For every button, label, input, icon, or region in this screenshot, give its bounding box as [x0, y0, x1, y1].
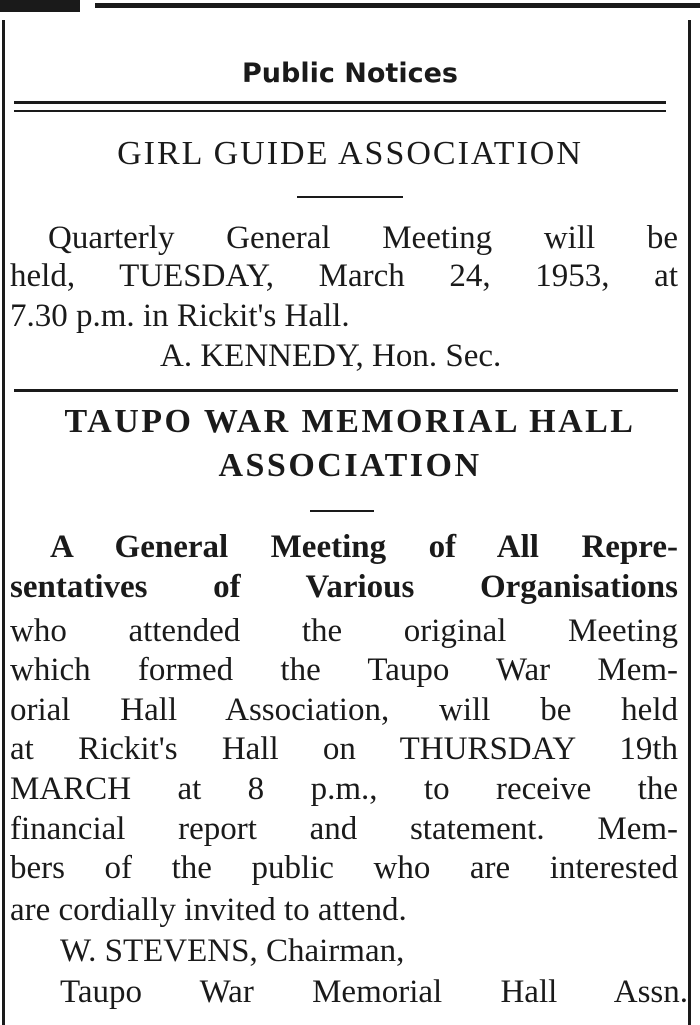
- notice-heading-taupo-cont: ASSOCIATION: [218, 447, 482, 484]
- top-rule-right: [95, 3, 700, 8]
- notice-heading-taupo: TAUPO WAR MEMORIAL HALL: [64, 403, 636, 440]
- notice2-line: bers of the public who are interested: [10, 850, 678, 886]
- notice2-line: at Rickit's Hall on THURSDAY 19th: [10, 731, 678, 767]
- notice2-bold-line: A General Meeting of All Repre-: [50, 529, 678, 565]
- notice2-line: who attended the original Meeting: [10, 613, 678, 649]
- top-rule-left: [0, 0, 80, 12]
- notice2-line: are cordially invited to attend.: [10, 892, 407, 928]
- notice2-signature-org: Taupo War Memorial Hall Assn.: [60, 974, 688, 1010]
- notice-separator: [14, 389, 678, 392]
- notice2-line: orial Hall Association, will be held: [10, 692, 678, 728]
- notice1-line: held, TUESDAY, March 24, 1953, at: [10, 258, 678, 294]
- short-divider: [297, 196, 403, 198]
- notice2-line: MARCH at 8 p.m., to receive the: [10, 771, 678, 807]
- notice1-line: 7.30 p.m. in Rickit's Hall.: [10, 298, 350, 334]
- section-title: Public Notices: [242, 58, 458, 89]
- notice2-signature: W. STEVENS, Chairman,: [60, 933, 405, 969]
- section-rule-bottom: [14, 110, 666, 112]
- notice1-signature: A. KENNEDY, Hon. Sec.: [160, 338, 502, 374]
- notice1-line: Quarterly General Meeting will be: [48, 220, 678, 256]
- short-divider: [310, 510, 374, 512]
- notice-heading-girl-guide: GIRL GUIDE ASSOCIATION: [117, 135, 583, 172]
- section-rule-top: [14, 101, 666, 104]
- notice2-bold-line: sentatives of Various Organisations: [10, 569, 678, 605]
- notice2-line: which formed the Taupo War Mem-: [10, 652, 678, 688]
- notice2-line: financial report and statement. Mem-: [10, 811, 678, 847]
